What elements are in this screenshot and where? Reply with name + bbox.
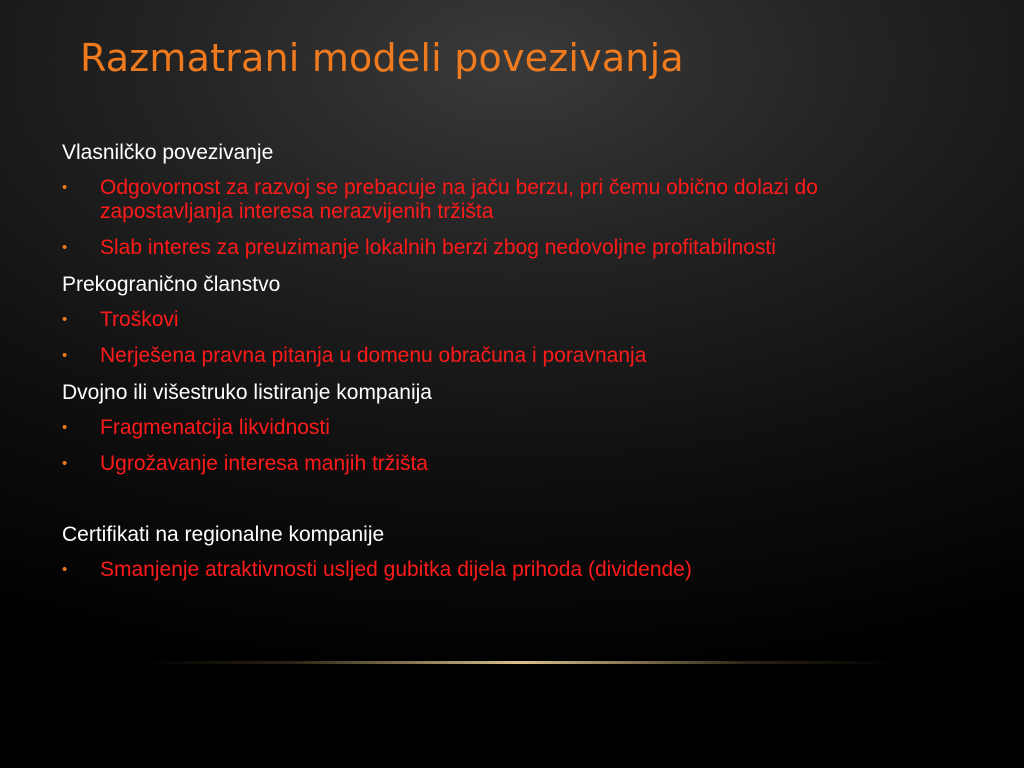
bullet-item (62, 236, 922, 260)
spacer (62, 488, 922, 522)
section-heading: Prekogranično članstvo (62, 273, 281, 296)
bullet-text: Slab interes za preuzimanje lokalnih berzi zbog nedovoljne profitabilnosti (100, 236, 776, 259)
bullet-text: Ugrožavanje interesa manjih tržišta (100, 452, 428, 475)
bullet-dot-icon: • (62, 239, 68, 256)
bullet-dot-icon: • (62, 311, 68, 328)
bullet-item (62, 416, 922, 440)
bullet-dot-icon: • (62, 179, 68, 196)
section-heading: Dvojno ili višestruko listiranje kompanija (62, 381, 432, 404)
bullet-item (62, 344, 922, 368)
bullet-text: Troškovi (100, 308, 179, 331)
bullet-item (62, 308, 922, 332)
bullet-item (62, 558, 922, 582)
bullet-dot-icon: • (62, 419, 68, 436)
bullet-text: Fragmenatcija likvidnosti (100, 416, 330, 439)
bullet-item (62, 452, 922, 476)
bullet-dot-icon: • (62, 347, 68, 364)
bullet-item (62, 176, 922, 224)
bullet-dot-icon: • (62, 561, 68, 578)
bullet-text: Nerješena pravna pitanja u domenu obračuna i poravnanja (100, 344, 647, 367)
bullet-dot-icon: • (62, 455, 68, 472)
decorative-glow-divider (140, 661, 900, 664)
slide-title: Razmatrani modeli povezivanja (80, 36, 684, 80)
slide-content (62, 140, 922, 594)
section-heading: Certifikati na regionalne kompanije (62, 523, 385, 546)
bullet-text: Odgovornost za razvoj se prebacuje na jaču berzu, pri čemu obično dolazi do zapostavljanja interesa nerazvijenih tržišta (100, 176, 818, 223)
section-heading: Vlasnilčko povezivanje (62, 141, 274, 164)
bullet-text: Smanjenje atraktivnosti usljed gubitka dijela prihoda (dividende) (100, 558, 692, 581)
